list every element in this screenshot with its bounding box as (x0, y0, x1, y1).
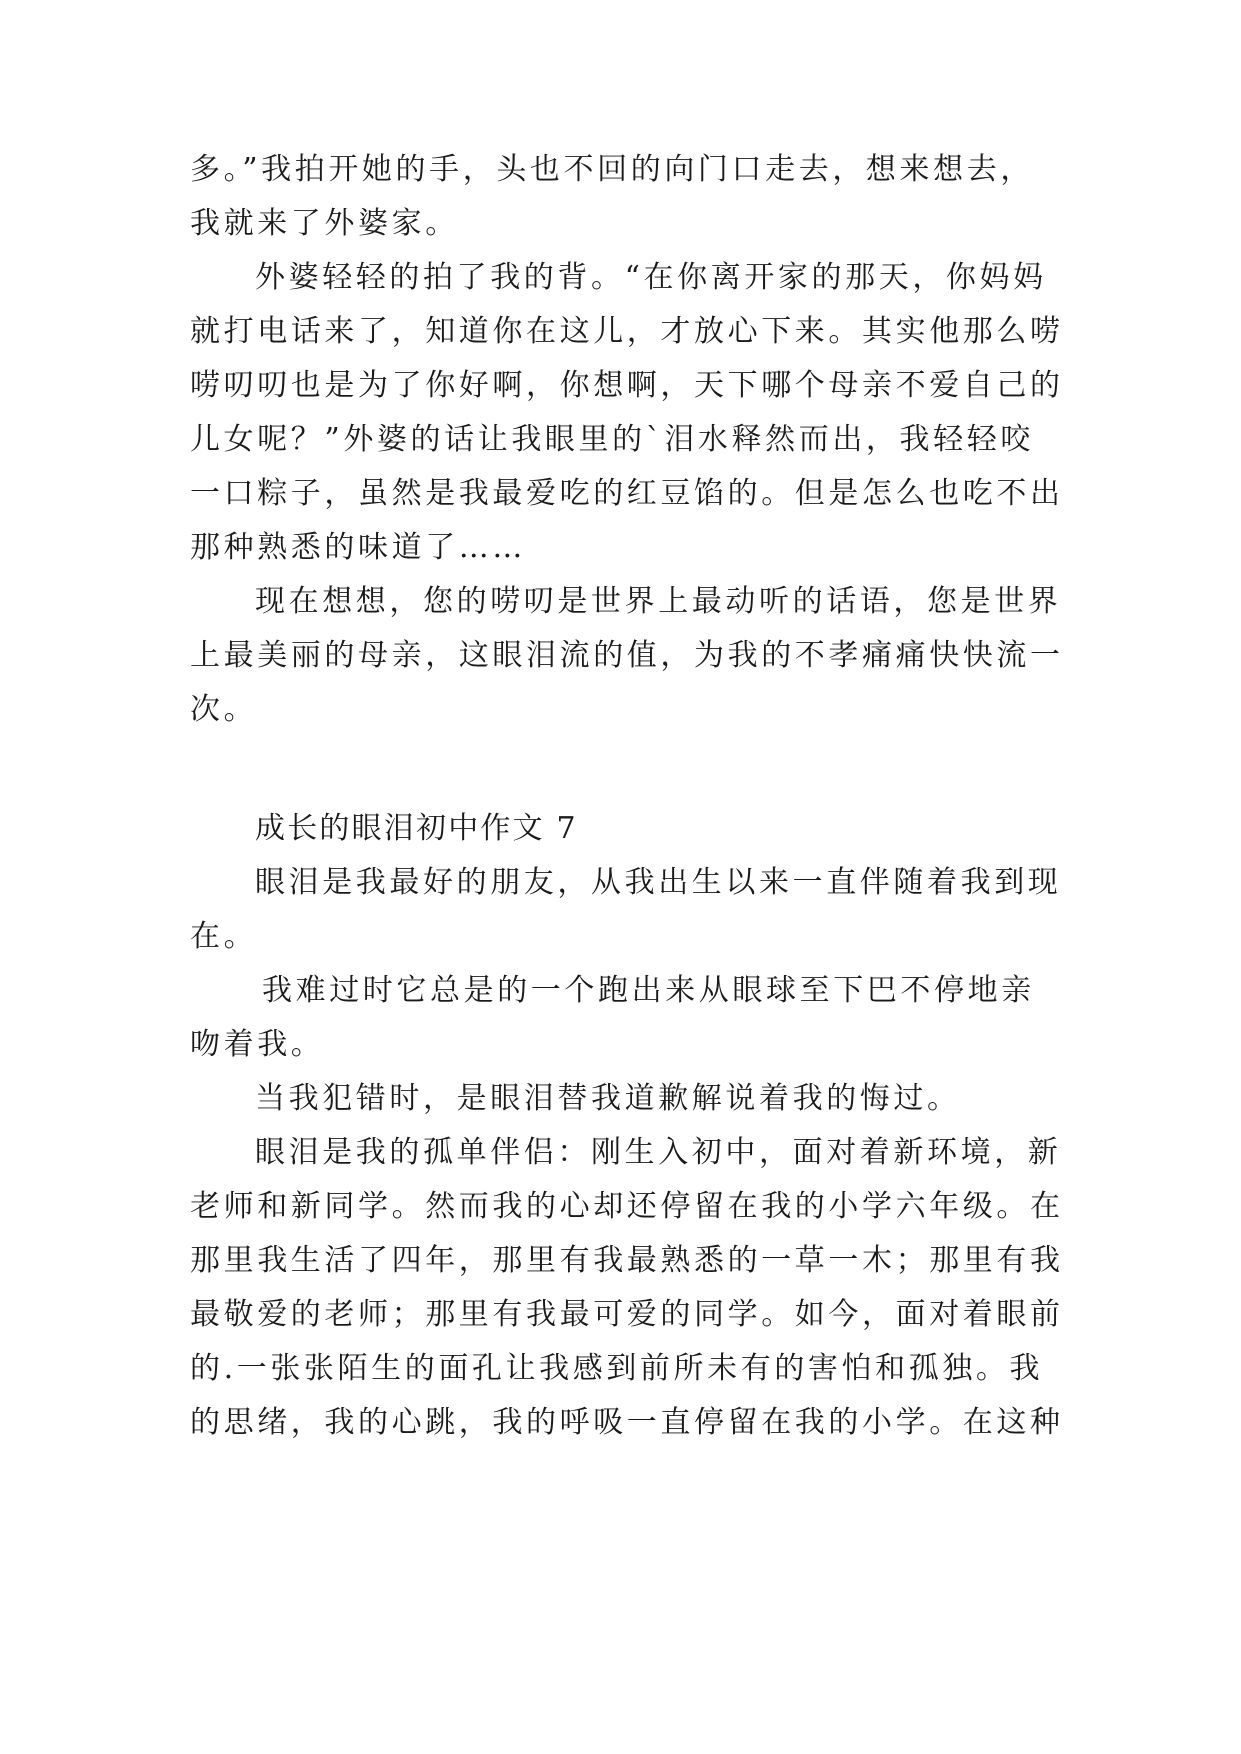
text-line: 就打电话来了，知道你在这儿，才放心下来。其实他那么唠 (190, 314, 1064, 349)
text-line: 那里我生活了四年，那里有我最熟悉的一草一木；那里有我 (190, 1243, 1064, 1278)
text-line: 老师和新同学。然而我的心却还停留在我的小学六年级。在 (190, 1189, 1064, 1224)
paragraph-start-line: 眼泪是我最好的朋友，从我出生以来一直伴随着我到现 (255, 865, 1062, 900)
paragraph-start-line: 现在想想，您的唠叨是世界上最动听的话语，您是世界 (255, 584, 1062, 619)
text-line: 那种熟悉的味道了…… (190, 530, 526, 565)
text-line: 最敬爱的老师；那里有我最可爱的同学。如今，面对着眼前 (190, 1297, 1064, 1332)
text-line: 吻着我。 (190, 1027, 325, 1062)
text-line: 我就来了外婆家。 (190, 206, 459, 241)
paragraph-start-line: 眼泪是我的孤单伴侣：刚生入初中，面对着新环境，新 (255, 1135, 1062, 1170)
text-line: 在。 (190, 919, 258, 954)
paragraph-start-line: 我难过时它总是的一个跑出来从眼球至下巴不停地亲 (262, 973, 1035, 1008)
text-line: 次。 (190, 692, 258, 727)
text-line: 唠叨叨也是为了你好啊，你想啊，天下哪个母亲不爱自己的 (190, 368, 1064, 403)
text-line: 上最美丽的母亲，这眼泪流的值，为我的不孝痛痛快快流一 (190, 638, 1064, 673)
section-heading: 成长的眼泪初中作文 7 (255, 811, 578, 846)
text-line: 多。”我拍开她的手，头也不回的向门口走去，想来想去， (190, 152, 1034, 187)
text-line: 一口粽子，虽然是我最爱吃的红豆馅的。但是怎么也吃不出 (190, 476, 1064, 511)
paragraph-start-line: 外婆轻轻的拍了我的背。“在你离开家的那天，你妈妈 (255, 260, 1047, 295)
text-line: 的思绪，我的心跳，我的呼吸一直停留在我的小学。在这种 (190, 1405, 1064, 1440)
text-line: 儿女呢？”外婆的话让我眼里的`泪水释然而出，我轻轻咬 (190, 422, 1034, 457)
paragraph-start-line: 当我犯错时，是眼泪替我道歉解说着我的悔过。 (255, 1081, 961, 1116)
text-line: 的.一张张陌生的面孔让我感到前所未有的害怕和孤独。我 (190, 1351, 1044, 1386)
